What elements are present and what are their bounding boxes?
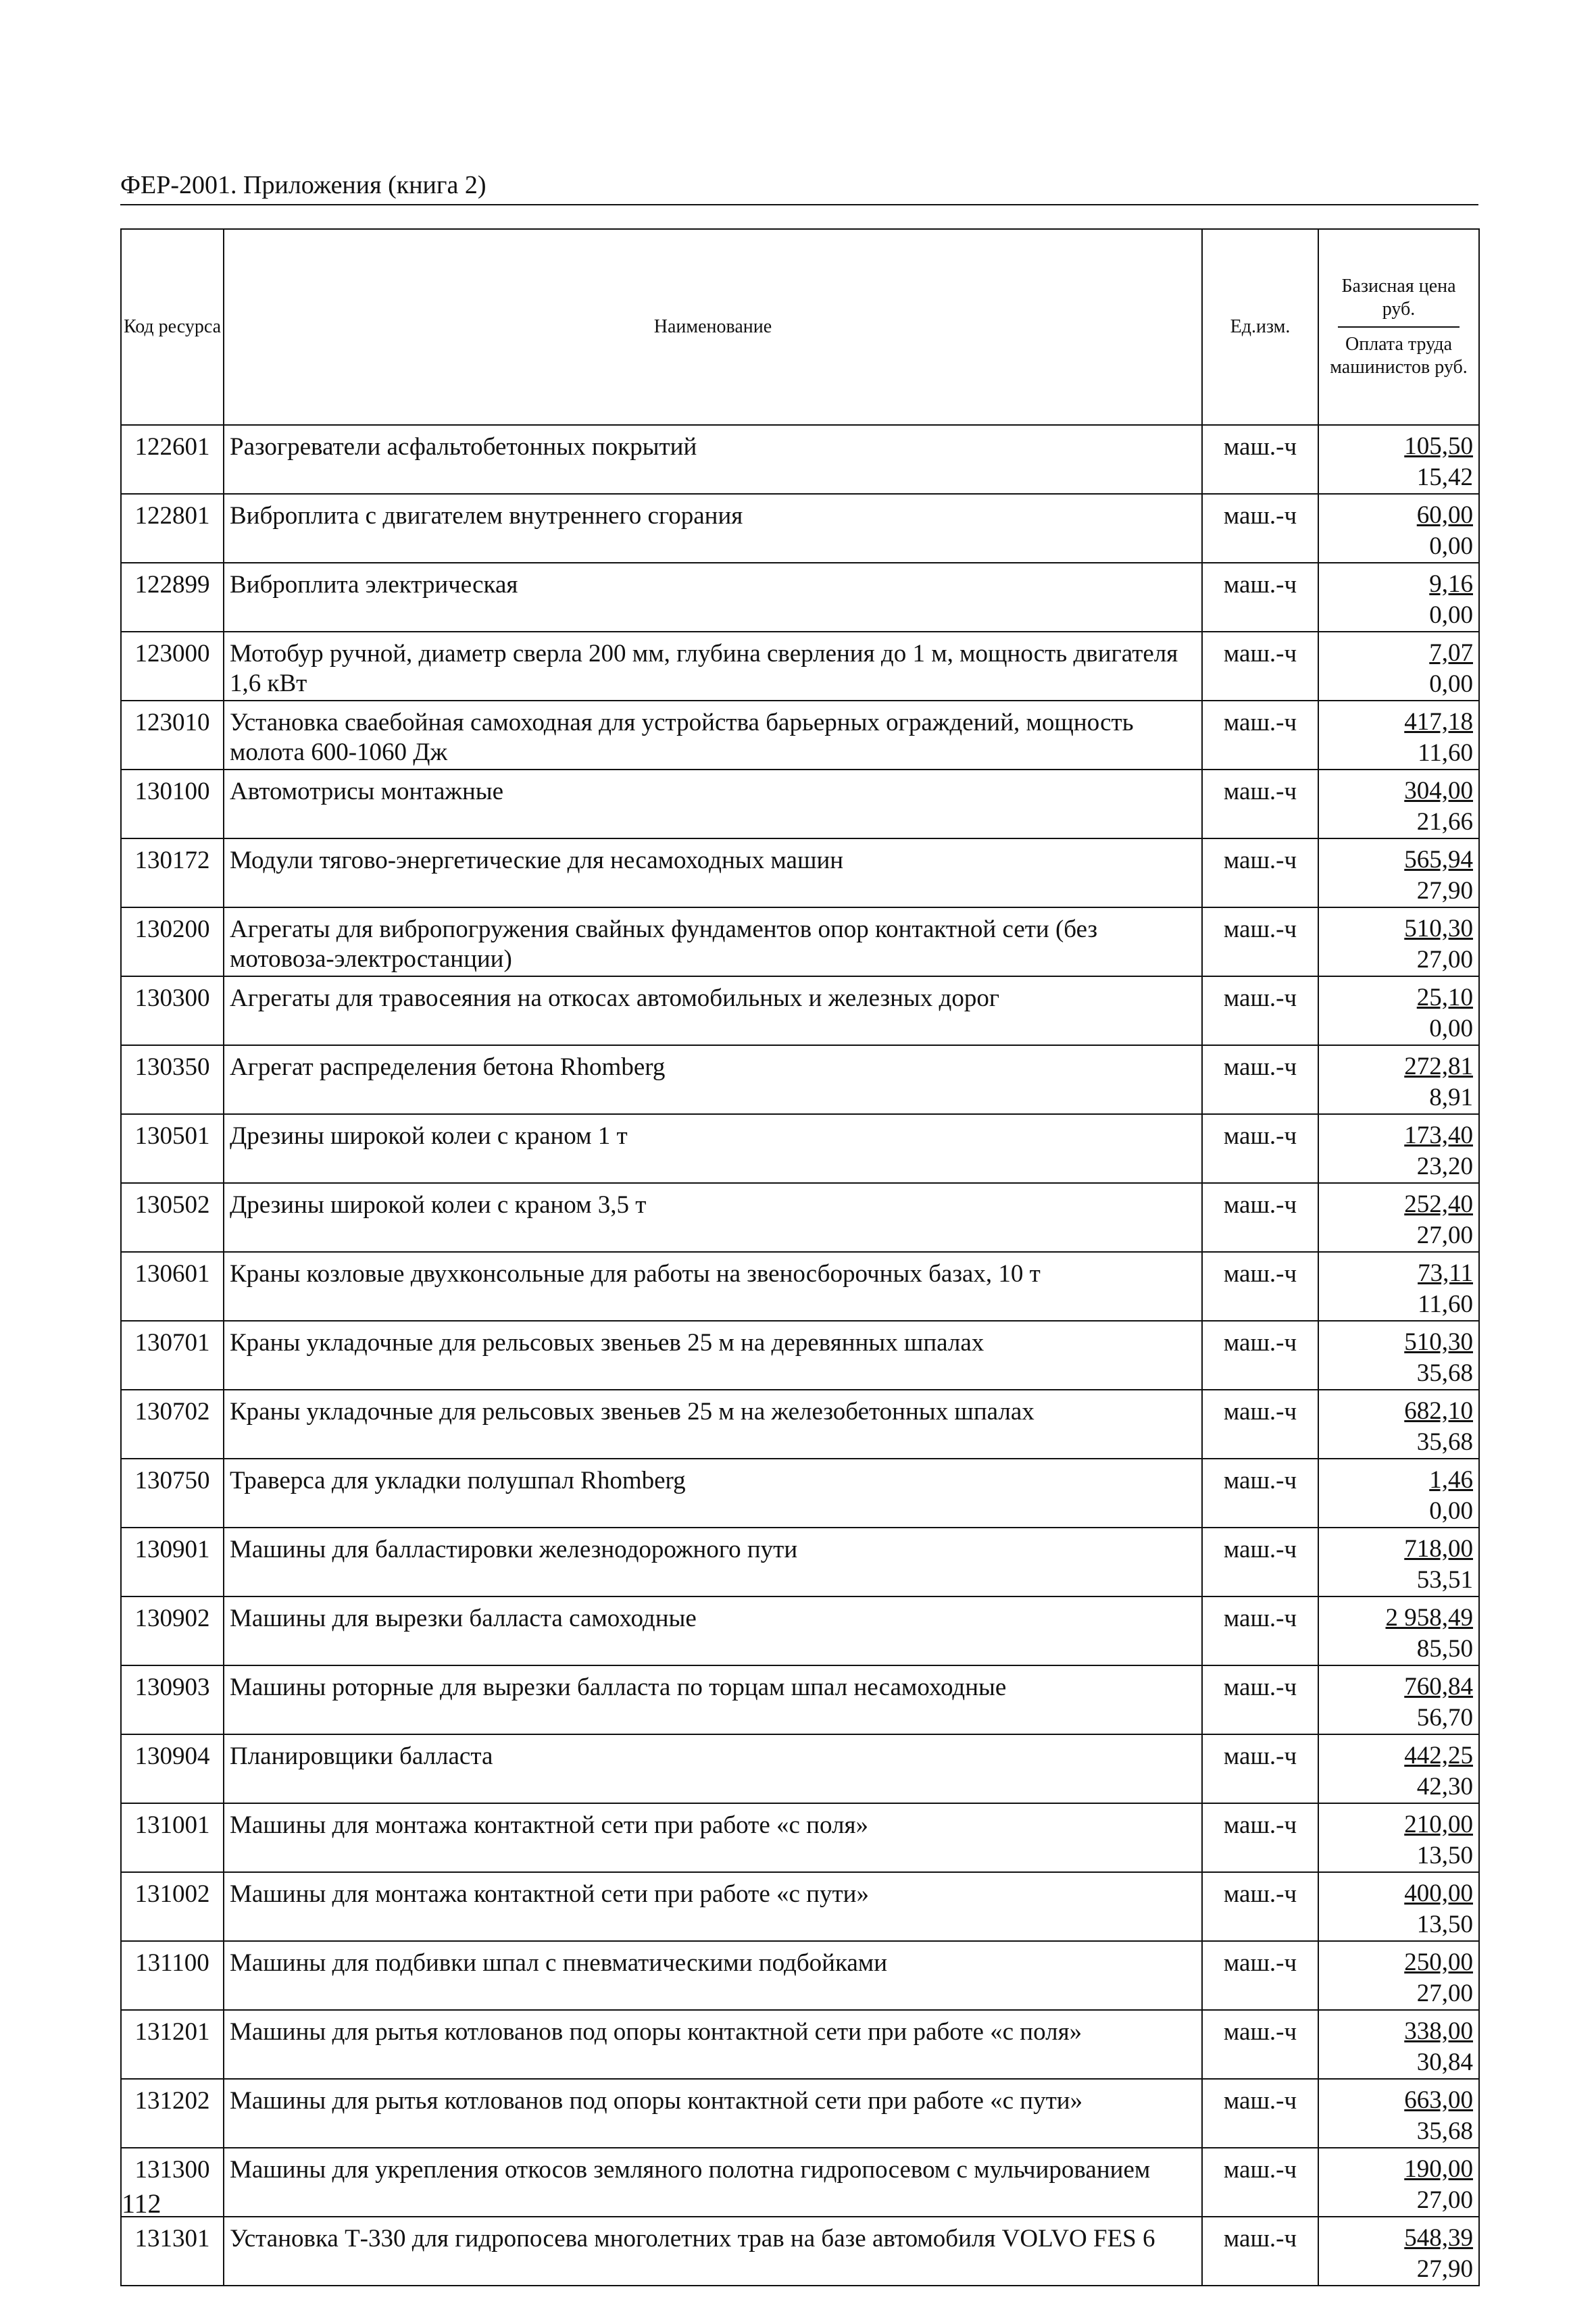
resource-code: 123010 <box>121 701 224 770</box>
resource-name: Модули тягово-энергетические для несамоходных машин <box>224 838 1202 907</box>
operator-wage: 42,30 <box>1416 1773 1473 1801</box>
table-row <box>121 907 1479 976</box>
operator-wage: 35,68 <box>1416 1359 1473 1387</box>
resource-name: Мотобур ручной, диаметр сверла 200 мм, глубина сверления до 1 м, мощность двигателя 1,6 кВт <box>224 632 1202 701</box>
resource-unit: маш.-ч <box>1202 1045 1318 1114</box>
resource-code: 131201 <box>121 2010 224 2079</box>
resource-unit: маш.-ч <box>1202 1528 1318 1596</box>
base-price: 272,81 <box>1404 1053 1473 1080</box>
resource-code: 130172 <box>121 838 224 907</box>
resource-code: 130904 <box>121 1734 224 1803</box>
resource-price-cell <box>1318 1596 1479 1665</box>
operator-wage: 27,90 <box>1416 2255 1473 2283</box>
base-price: 2 958,49 <box>1385 1604 1473 1632</box>
resource-code: 130903 <box>121 1665 224 1734</box>
resource-name: Агрегат распределения бетона Rhomberg <box>224 1045 1202 1114</box>
resource-unit: маш.-ч <box>1202 907 1318 976</box>
resource-code: 131002 <box>121 1872 224 1941</box>
resource-unit: маш.-ч <box>1202 1941 1318 2010</box>
resource-price-table <box>120 228 1480 2286</box>
base-price: 400,00 <box>1404 1880 1473 1907</box>
resource-price-cell <box>1318 1941 1479 2010</box>
resource-name: Установка Т-330 для гидропосева многолетних трав на базе автомобиля VOLVO FES 6 <box>224 2217 1202 2286</box>
resource-price-cell <box>1318 838 1479 907</box>
resource-price-cell <box>1318 2148 1479 2217</box>
operator-wage: 30,84 <box>1416 2048 1473 2076</box>
column-header-price-labor: Оплата труда машинистов руб. <box>1330 334 1468 378</box>
page-number: 112 <box>122 2188 161 2219</box>
base-price: 760,84 <box>1404 1673 1473 1701</box>
table-row <box>121 2217 1479 2286</box>
resource-price-cell <box>1318 1114 1479 1183</box>
base-price: 304,00 <box>1404 777 1473 805</box>
column-header-code: Код ресурса <box>121 229 224 425</box>
column-header-name: Наименование <box>224 229 1202 425</box>
resource-code: 122801 <box>121 494 224 563</box>
resource-name: Траверса для укладки полушпал Rhomberg <box>224 1459 1202 1528</box>
operator-wage: 15,42 <box>1416 463 1473 491</box>
operator-wage: 11,60 <box>1418 739 1473 767</box>
table-row <box>121 494 1479 563</box>
table-body <box>121 425 1479 2286</box>
table-row <box>121 838 1479 907</box>
base-price: 682,10 <box>1404 1397 1473 1425</box>
resource-code: 130750 <box>121 1459 224 1528</box>
table-row <box>121 1803 1479 1872</box>
column-header-price <box>1318 229 1479 425</box>
resource-unit: маш.-ч <box>1202 1459 1318 1528</box>
resource-name: Дрезины широкой колеи с краном 3,5 т <box>224 1183 1202 1252</box>
resource-code: 131001 <box>121 1803 224 1872</box>
resource-price-cell <box>1318 1390 1479 1459</box>
table-row <box>121 2079 1479 2148</box>
operator-wage: 85,50 <box>1416 1635 1473 1663</box>
base-price: 73,11 <box>1418 1259 1473 1287</box>
resource-name: Установка сваебойная самоходная для устройства барьерных ограждений, мощность молота 600-1060 Дж <box>224 701 1202 770</box>
operator-wage: 35,68 <box>1416 1428 1473 1456</box>
base-price: 718,00 <box>1404 1535 1473 1563</box>
operator-wage: 13,50 <box>1416 1842 1473 1869</box>
operator-wage: 11,60 <box>1418 1290 1473 1318</box>
resource-price-cell <box>1318 1734 1479 1803</box>
operator-wage: 21,66 <box>1416 808 1473 836</box>
operator-wage: 27,90 <box>1416 877 1473 905</box>
resource-unit: маш.-ч <box>1202 976 1318 1045</box>
column-header-unit: Ед.изм. <box>1202 229 1318 425</box>
base-price: 663,00 <box>1404 2086 1473 2114</box>
resource-unit: маш.-ч <box>1202 1114 1318 1183</box>
resource-name: Машины для рытья котлованов под опоры контактной сети при работе «с пути» <box>224 2079 1202 2148</box>
resource-name: Краны козловые двухконсольные для работы на звеносборочных базах, 10 т <box>224 1252 1202 1321</box>
table-row <box>121 1665 1479 1734</box>
base-price: 105,50 <box>1404 432 1473 460</box>
resource-price-cell <box>1318 1459 1479 1528</box>
base-price: 338,00 <box>1404 2017 1473 2045</box>
table-row <box>121 1459 1479 1528</box>
resource-code: 130100 <box>121 770 224 838</box>
table-row <box>121 1114 1479 1183</box>
resource-price-cell <box>1318 2079 1479 2148</box>
resource-price-cell <box>1318 1665 1479 1734</box>
resource-price-cell <box>1318 1252 1479 1321</box>
resource-code: 130901 <box>121 1528 224 1596</box>
column-header-price-base: Базисная цена руб. <box>1341 276 1456 320</box>
base-price: 510,30 <box>1404 915 1473 942</box>
resource-name: Виброплита с двигателем внутреннего сгорания <box>224 494 1202 563</box>
base-price: 60,00 <box>1416 501 1473 529</box>
resource-price-cell <box>1318 2217 1479 2286</box>
base-price: 442,25 <box>1404 1742 1473 1769</box>
base-price: 510,30 <box>1404 1328 1473 1356</box>
resource-unit: маш.-ч <box>1202 1734 1318 1803</box>
resource-unit: маш.-ч <box>1202 632 1318 701</box>
resource-code: 123000 <box>121 632 224 701</box>
resource-name: Разогреватели асфальтобетонных покрытий <box>224 425 1202 494</box>
operator-wage: 27,00 <box>1416 1222 1473 1249</box>
table-row <box>121 2148 1479 2217</box>
operator-wage: 8,91 <box>1429 1084 1473 1111</box>
resource-name: Планировщики балласта <box>224 1734 1202 1803</box>
resource-unit: маш.-ч <box>1202 494 1318 563</box>
operator-wage: 27,00 <box>1416 2186 1473 2214</box>
resource-name: Агрегаты для вибропогружения свайных фундаментов опор контактной сети (без мотовоза-электростанции) <box>224 907 1202 976</box>
resource-code: 130350 <box>121 1045 224 1114</box>
operator-wage: 27,00 <box>1416 946 1473 974</box>
base-price: 25,10 <box>1416 984 1473 1011</box>
table-row <box>121 2010 1479 2079</box>
resource-price-cell <box>1318 563 1479 632</box>
resource-price-cell <box>1318 1321 1479 1390</box>
resource-code: 131301 <box>121 2217 224 2286</box>
base-price: 565,94 <box>1404 846 1473 874</box>
table-row <box>121 770 1479 838</box>
resource-price-cell <box>1318 425 1479 494</box>
table-row <box>121 1252 1479 1321</box>
resource-name: Машины для вырезки балласта самоходные <box>224 1596 1202 1665</box>
operator-wage: 0,00 <box>1429 601 1473 629</box>
resource-code: 130601 <box>121 1252 224 1321</box>
resource-name: Машины для укрепления откосов земляного полотна гидропосевом с мульчированием <box>224 2148 1202 2217</box>
resource-unit: маш.-ч <box>1202 2010 1318 2079</box>
base-price: 7,07 <box>1429 639 1473 667</box>
table-row <box>121 1390 1479 1459</box>
resource-price-cell <box>1318 1803 1479 1872</box>
resource-code: 130300 <box>121 976 224 1045</box>
page-header-title: ФЕР-2001. Приложения (книга 2) <box>120 171 487 199</box>
table-row <box>121 1596 1479 1665</box>
table-row <box>121 632 1479 701</box>
resource-name: Машины для монтажа контактной сети при работе «с поля» <box>224 1803 1202 1872</box>
table-row <box>121 1528 1479 1596</box>
resource-name: Машины для монтажа контактной сети при работе «с пути» <box>224 1872 1202 1941</box>
operator-wage: 35,68 <box>1416 2117 1473 2145</box>
resource-code: 131202 <box>121 2079 224 2148</box>
resource-name: Машины для подбивки шпал с пневматическими подбойками <box>224 1941 1202 2010</box>
resource-price-cell <box>1318 701 1479 770</box>
resource-price-cell <box>1318 907 1479 976</box>
resource-unit: маш.-ч <box>1202 1803 1318 1872</box>
resource-price-cell <box>1318 632 1479 701</box>
resource-name: Краны укладочные для рельсовых звеньев 25 м на железобетонных шпалах <box>224 1390 1202 1459</box>
resource-price-cell <box>1318 1045 1479 1114</box>
table-row <box>121 1045 1479 1114</box>
resource-price-cell <box>1318 1872 1479 1941</box>
resource-code: 130200 <box>121 907 224 976</box>
resource-code: 130702 <box>121 1390 224 1459</box>
operator-wage: 27,00 <box>1416 1980 1473 2007</box>
operator-wage: 23,20 <box>1416 1153 1473 1180</box>
resource-code: 130502 <box>121 1183 224 1252</box>
resource-unit: маш.-ч <box>1202 425 1318 494</box>
resource-unit: маш.-ч <box>1202 563 1318 632</box>
resource-unit: маш.-ч <box>1202 1390 1318 1459</box>
resource-name: Дрезины широкой колеи с краном 1 т <box>224 1114 1202 1183</box>
table-row <box>121 1941 1479 2010</box>
operator-wage: 53,51 <box>1416 1566 1473 1594</box>
header-divider <box>120 204 1478 205</box>
resource-unit: маш.-ч <box>1202 2217 1318 2286</box>
resource-name: Машины роторные для вырезки балласта по торцам шпал несамоходные <box>224 1665 1202 1734</box>
operator-wage: 13,50 <box>1416 1911 1473 1938</box>
column-header-price-divider <box>1338 326 1459 328</box>
resource-unit: маш.-ч <box>1202 1665 1318 1734</box>
resource-code: 122899 <box>121 563 224 632</box>
resource-price-cell <box>1318 1528 1479 1596</box>
table-row <box>121 1321 1479 1390</box>
resource-name: Агрегаты для травосеяния на откосах автомобильных и железных дорог <box>224 976 1202 1045</box>
resource-code: 131100 <box>121 1941 224 2010</box>
table-row <box>121 563 1479 632</box>
resource-name: Краны укладочные для рельсовых звеньев 25 м на деревянных шпалах <box>224 1321 1202 1390</box>
resource-unit: маш.-ч <box>1202 2079 1318 2148</box>
resource-unit: маш.-ч <box>1202 770 1318 838</box>
resource-unit: маш.-ч <box>1202 1596 1318 1665</box>
operator-wage: 0,00 <box>1429 670 1473 698</box>
resource-name: Виброплита электрическая <box>224 563 1202 632</box>
base-price: 252,40 <box>1404 1190 1473 1218</box>
operator-wage: 0,00 <box>1429 532 1473 560</box>
table-row <box>121 1734 1479 1803</box>
resource-price-cell <box>1318 1183 1479 1252</box>
operator-wage: 0,00 <box>1429 1497 1473 1525</box>
table-row <box>121 701 1479 770</box>
resource-unit: маш.-ч <box>1202 838 1318 907</box>
base-price: 210,00 <box>1404 1811 1473 1838</box>
resource-unit: маш.-ч <box>1202 701 1318 770</box>
resource-code: 122601 <box>121 425 224 494</box>
base-price: 250,00 <box>1404 1948 1473 1976</box>
resource-unit: маш.-ч <box>1202 1872 1318 1941</box>
resource-name: Машины для рытья котлованов под опоры контактной сети при работе «с поля» <box>224 2010 1202 2079</box>
operator-wage: 0,00 <box>1429 1015 1473 1042</box>
resource-price-cell <box>1318 2010 1479 2079</box>
resource-name: Машины для балластировки железнодорожного пути <box>224 1528 1202 1596</box>
resource-name: Автомотрисы монтажные <box>224 770 1202 838</box>
resource-price-cell <box>1318 770 1479 838</box>
resource-price-cell <box>1318 494 1479 563</box>
resource-unit: маш.-ч <box>1202 2148 1318 2217</box>
table-row <box>121 425 1479 494</box>
resource-code: 131300 <box>121 2148 224 2217</box>
resource-code: 130701 <box>121 1321 224 1390</box>
table-row <box>121 1183 1479 1252</box>
resource-price-cell <box>1318 976 1479 1045</box>
base-price: 1,46 <box>1429 1466 1473 1494</box>
base-price: 173,40 <box>1404 1122 1473 1149</box>
resource-unit: маш.-ч <box>1202 1252 1318 1321</box>
resource-code: 130501 <box>121 1114 224 1183</box>
table-row <box>121 976 1479 1045</box>
base-price: 190,00 <box>1404 2155 1473 2183</box>
base-price: 9,16 <box>1429 570 1473 598</box>
base-price: 417,18 <box>1404 708 1473 736</box>
base-price: 548,39 <box>1404 2224 1473 2252</box>
operator-wage: 56,70 <box>1416 1704 1473 1732</box>
table-row <box>121 1872 1479 1941</box>
resource-code: 130902 <box>121 1596 224 1665</box>
resource-unit: маш.-ч <box>1202 1321 1318 1390</box>
resource-unit: маш.-ч <box>1202 1183 1318 1252</box>
